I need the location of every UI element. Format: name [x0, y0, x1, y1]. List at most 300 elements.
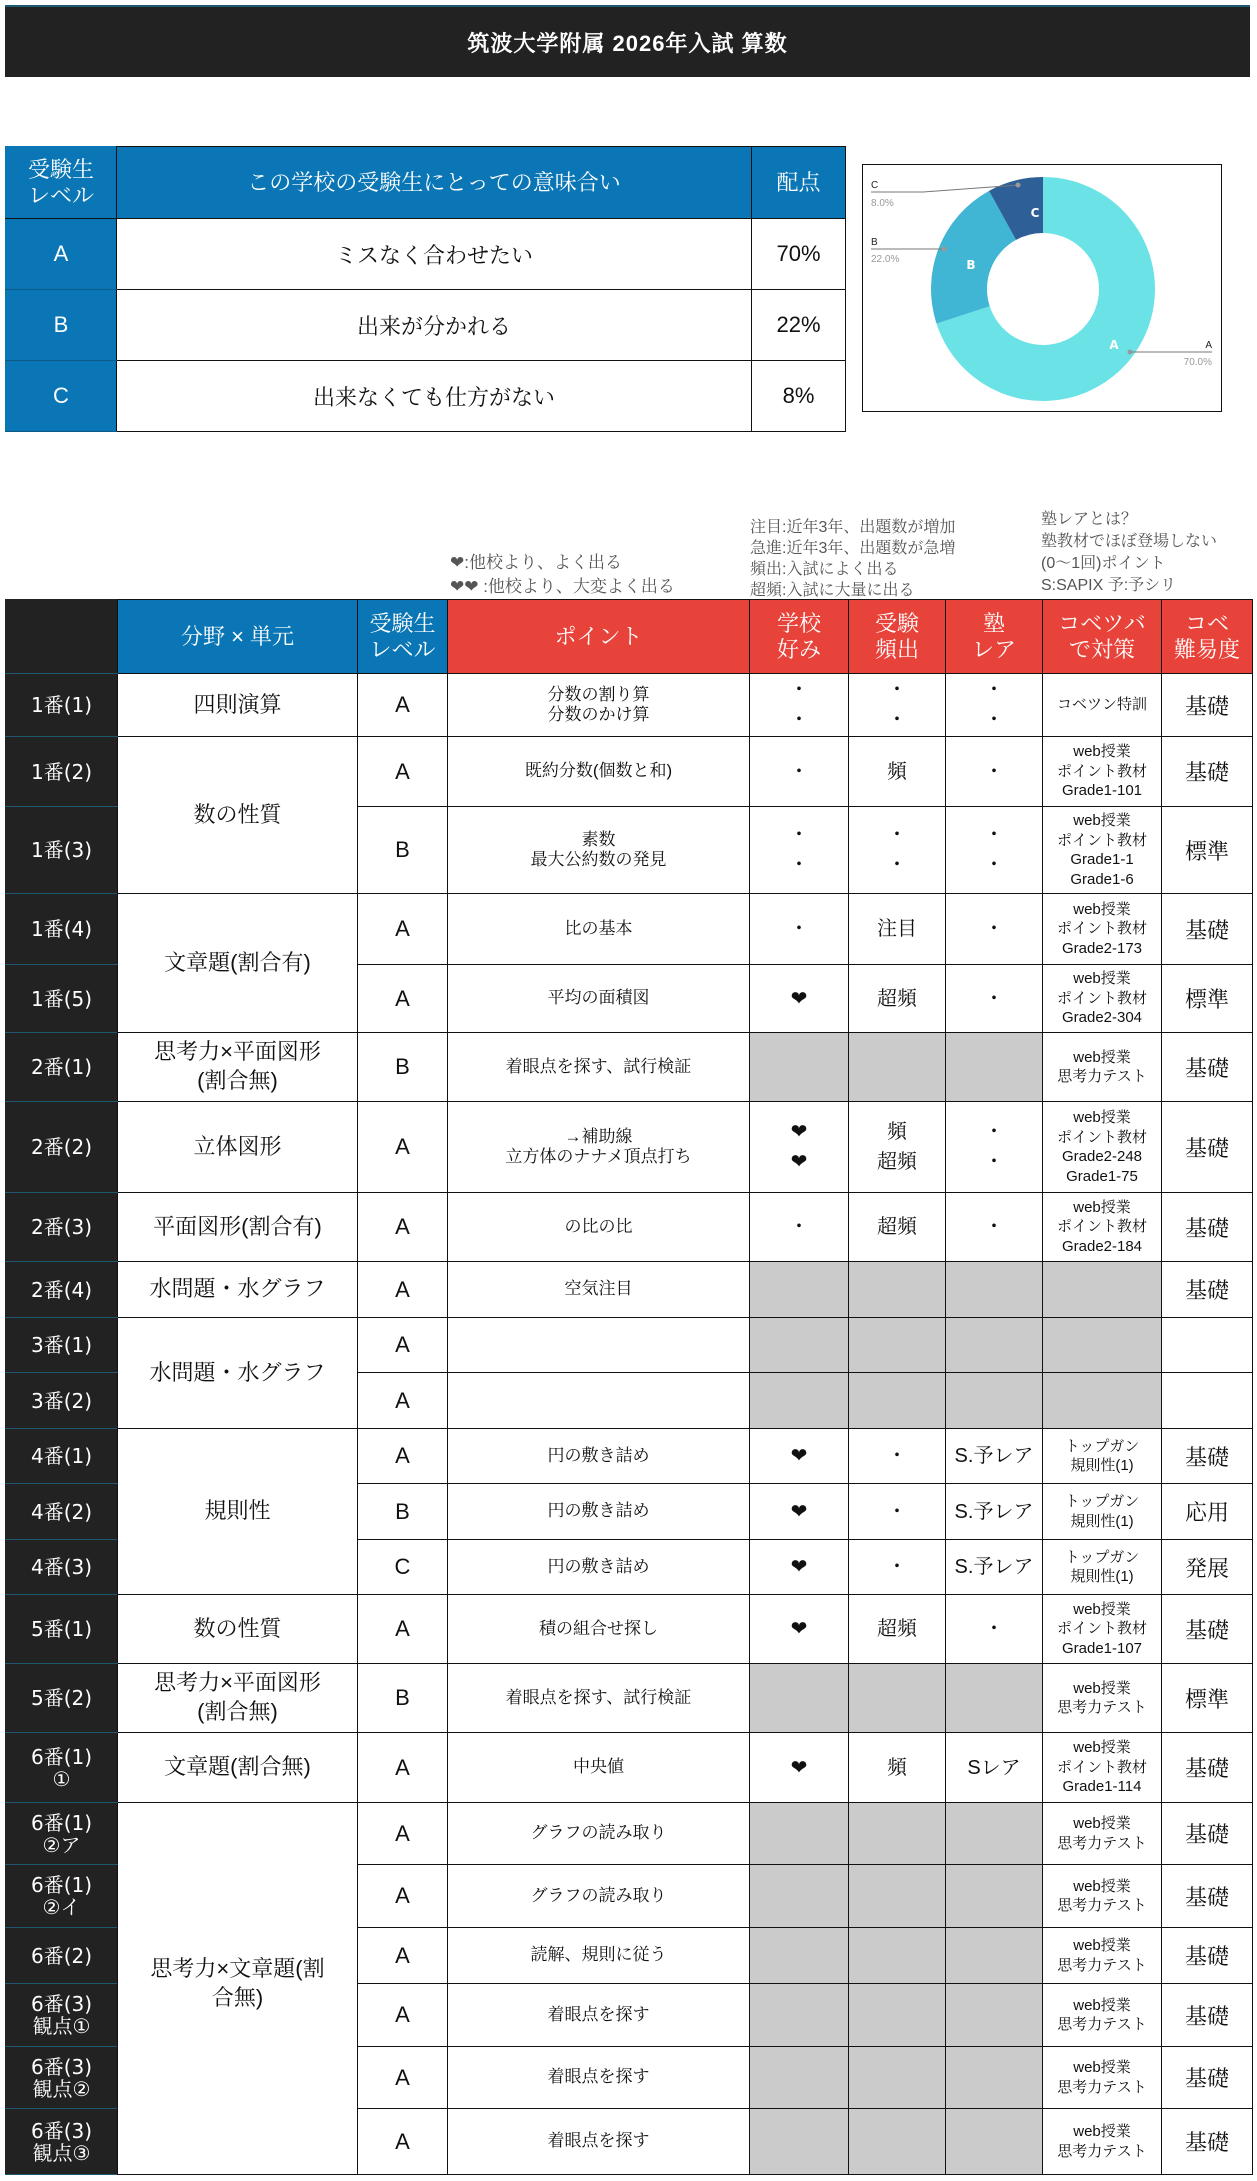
school-preference [750, 1318, 849, 1373]
point-text [448, 1595, 750, 1664]
frequency-legend [750, 517, 955, 601]
question-number: 4番(2) [6, 1484, 118, 1540]
cobetsuba-material-line: Grade1-75 [1066, 1167, 1138, 1185]
school-preference [750, 737, 849, 807]
school-preference [750, 1803, 849, 1865]
callout-a-name: A [1205, 340, 1212, 351]
cram-rare [946, 2047, 1043, 2109]
difficulty: 基礎 [1162, 1193, 1253, 1262]
student-level: A [358, 1595, 448, 1664]
exam-frequency-header: 受験 頻出 [849, 600, 946, 674]
cram-rare-line: ・ [984, 1216, 1004, 1238]
point-text-line: 円の敷き詰め [547, 1556, 650, 1576]
cobetsuba-material-line: ポイント教材 [1056, 1218, 1147, 1236]
exam-frequency [849, 1262, 946, 1318]
table-row [6, 1262, 1253, 1318]
cram-rare [946, 1373, 1043, 1429]
cobetsuba-material-line: Grade1-107 [1061, 1639, 1143, 1657]
level-row-c [6, 361, 846, 432]
exam-frequency-line: ・ [887, 679, 907, 701]
student-level: A [358, 1928, 448, 1984]
student-level: B [358, 807, 448, 894]
legend-rare-4: S:SAPIX 予:予シリ [1041, 577, 1177, 594]
difficulty-header: コベ 難易度 [1162, 600, 1253, 674]
student-level: A [358, 965, 448, 1033]
point-text [448, 1484, 750, 1540]
score-header: 配点 [752, 147, 846, 219]
point-text-line: 平均の面積図 [547, 988, 650, 1008]
table-row [6, 894, 1253, 965]
level-header: 受験生 レベル [358, 600, 448, 674]
cobetsuba-material-line: web授業 [1073, 1679, 1131, 1697]
point-text-line: 円の敷き詰め [547, 1445, 650, 1465]
cobetsuba-material-line: ポイント教材 [1056, 762, 1147, 780]
table-row [6, 1033, 1253, 1102]
field-unit: 数の性質 [118, 737, 358, 894]
school-preference [750, 1664, 849, 1733]
cobetsuba-material [1043, 1033, 1162, 1102]
cobetsuba-material-line: トップガン [1064, 1548, 1140, 1566]
difficulty: 標準 [1162, 1664, 1253, 1733]
cobetsuba-material [1043, 1803, 1162, 1865]
difficulty: 基礎 [1162, 1865, 1253, 1928]
point-text [448, 1102, 750, 1193]
cobetsuba-material-line: Grade1-114 [1062, 1778, 1142, 1796]
point-text [448, 1193, 750, 1262]
school-preference [750, 1484, 849, 1540]
field-unit: 水問題・水グラフ [118, 1262, 358, 1318]
point-text-line: 既約分数(個数と和) [524, 761, 673, 781]
level-header [6, 147, 117, 219]
cram-rare [946, 1318, 1043, 1373]
cram-rare [946, 1984, 1043, 2047]
student-level: A [358, 2109, 448, 2175]
difficulty: 応用 [1162, 1484, 1253, 1540]
exam-frequency [849, 894, 946, 965]
cobetsuba-material-line: web授業 [1073, 1739, 1131, 1757]
exam-frequency [849, 1102, 946, 1193]
cobetsuba-material [1043, 1865, 1162, 1928]
point-text-line: グラフの読み取り [530, 1823, 667, 1843]
cobetsuba-material-line: Grade1-1 [1070, 851, 1134, 868]
legend-rare-3: (0〜1回)ポイント [1041, 555, 1166, 572]
cram-rare-line: ・ [984, 679, 1004, 701]
school-preference-line: ・ [789, 709, 809, 731]
point-text-line: 比の基本 [564, 918, 633, 938]
legend-rare-1: 塾レアとは？ [1041, 511, 1138, 528]
question-number: 1番(3) [6, 807, 118, 894]
exam-frequency [849, 965, 946, 1033]
cobetsuba-material-line: web授業 [1073, 900, 1131, 918]
field-unit: 水問題・水グラフ [118, 1318, 358, 1429]
cobetsuba-material [1043, 1193, 1162, 1262]
point-text-line: 読解、規則に従う [530, 1945, 667, 1965]
student-level: A [358, 1984, 448, 2047]
cobetsuba-material-line: web授業 [1073, 1877, 1131, 1895]
cobetsuba-material-line: web授業 [1073, 1996, 1131, 2014]
cobetsuba-material [1043, 1664, 1162, 1733]
difficulty: 基礎 [1162, 1595, 1253, 1664]
question-number: 1番(2) [6, 737, 118, 807]
exam-frequency-line: 超頻 [877, 1151, 917, 1173]
exam-frequency-line: 頻 [887, 1121, 907, 1143]
cobetsuba-material [1043, 894, 1162, 965]
difficulty: 基礎 [1162, 1262, 1253, 1318]
school-preference-line: ❤ [790, 1445, 808, 1467]
exam-frequency [849, 1540, 946, 1595]
exam-frequency [849, 807, 946, 894]
exam-frequency-line: ・ [887, 824, 907, 846]
school-preference-header: 学校 好み [750, 600, 849, 674]
difficulty: 基礎 [1162, 1928, 1253, 1984]
school-preference [750, 965, 849, 1033]
school-preference [750, 807, 849, 894]
school-preference [750, 1928, 849, 1984]
callout-b-pct: 22.0% [871, 254, 900, 265]
school-preference-line: ❤ [790, 1618, 808, 1640]
legend-heart-1: ❤:他校より、よく出る [450, 553, 622, 572]
cobetsuba-material [1043, 807, 1162, 894]
school-preference [750, 1429, 849, 1484]
exam-frequency-line: ・ [887, 854, 907, 876]
cobetsuba-material-line: 思考力テスト [1057, 1699, 1147, 1716]
difficulty [1162, 1318, 1253, 1373]
cobetsuba-material-line: ポイント教材 [1056, 1128, 1147, 1146]
question-number: 2番(4) [6, 1262, 118, 1318]
meaning-header: この学校の受験生にとっての意味合い [117, 147, 752, 219]
level-row-a [6, 219, 846, 290]
point-text-line: 着眼点を探す [547, 2067, 650, 2087]
cobetsuba-material-line: web授業 [1073, 2059, 1131, 2076]
cram-rare [946, 807, 1043, 894]
score-cell: 22% [752, 290, 846, 361]
callout-b-name: B [871, 237, 878, 248]
exam-frequency [849, 1595, 946, 1664]
question-number: 6番(1) ① [6, 1733, 118, 1803]
exam-frequency-line: ・ [887, 1445, 907, 1467]
point-text-line: 素数 [581, 829, 616, 849]
exam-frequency [849, 1373, 946, 1429]
callout-a-pct: 70.0% [1183, 357, 1212, 368]
table-row [6, 1429, 1253, 1484]
cram-rare [946, 1429, 1043, 1484]
cobetsuba-material [1043, 2047, 1162, 2109]
point-text-line: 立方体のナナメ頂点打ち [505, 1147, 692, 1166]
student-level: B [358, 1484, 448, 1540]
cobetsuba-material-line: ポイント教材 [1056, 831, 1147, 849]
school-preference [750, 1984, 849, 2047]
difficulty: 基礎 [1162, 737, 1253, 807]
exam-frequency-line: ・ [887, 1556, 907, 1578]
cram-rare [946, 1193, 1043, 1262]
point-text [448, 807, 750, 894]
cobetsuba-material-line: ポイント教材 [1056, 1620, 1147, 1638]
difficulty: 基礎 [1162, 1733, 1253, 1803]
cram-rare-line: ・ [984, 918, 1004, 940]
cram-rare [946, 1733, 1043, 1803]
point-text-line: 積の組合せ探し [539, 1618, 658, 1638]
rare-legend [1041, 509, 1217, 597]
difficulty [1162, 1373, 1253, 1429]
cram-rare [946, 1664, 1043, 1733]
cram-rare-line: Sレア [967, 1756, 1021, 1779]
cobetsuba-material-line: 思考力テスト [1057, 1834, 1147, 1852]
cobetsuba-material-line: 思考力テスト [1057, 2142, 1147, 2160]
cobetsuba-material-line: web授業 [1073, 2123, 1131, 2140]
school-preference [750, 1102, 849, 1193]
level-cell: B [6, 290, 117, 361]
slice-a-label: A [1109, 338, 1119, 352]
level-cell: A [6, 219, 117, 290]
field-unit: 規則性 [118, 1429, 358, 1595]
cobetsuba-material [1043, 1262, 1162, 1318]
cobetsuba-material-line: 規則性(1) [1070, 1568, 1134, 1585]
table-row [6, 1803, 1253, 1865]
point-text-line: の比の比 [564, 1216, 633, 1236]
exam-frequency [849, 1429, 946, 1484]
school-preference [750, 1733, 849, 1803]
school-preference-line: ❤ [790, 1121, 808, 1143]
school-preference [750, 1262, 849, 1318]
school-preference [750, 1540, 849, 1595]
question-number: 5番(2) [6, 1664, 118, 1733]
difficulty: 基礎 [1162, 674, 1253, 737]
cobetsuba-material-line: web授業 [1073, 743, 1131, 761]
point-text-line: 着眼点を探す [547, 2131, 650, 2151]
cram-rare-line: ・ [984, 760, 1004, 783]
cobetsuba-material [1043, 965, 1162, 1033]
cram-rare-line: ・ [984, 854, 1004, 876]
cobetsuba-material [1043, 1733, 1162, 1803]
point-text [448, 1733, 750, 1803]
cobetsuba-material-line: ポイント教材 [1056, 989, 1147, 1007]
score-cell: 8% [752, 361, 846, 432]
point-text-line: 円の敷き詰め [547, 1501, 650, 1521]
student-level: A [358, 737, 448, 807]
point-text-line: 着眼点を探す [547, 2004, 650, 2024]
cram-rare [946, 737, 1043, 807]
cram-rare [946, 1033, 1043, 1102]
legend-freq-2: 急進:近年3年、出題数が急増 [750, 540, 956, 557]
point-text-line: グラフの読み取り [530, 1885, 667, 1905]
table-row [6, 674, 1253, 737]
school-preference-line: ・ [789, 824, 809, 846]
page-title: 筑波大学附属 2026年入試 算数 [5, 5, 1250, 77]
cobetsuba-material-line: web授業 [1073, 1937, 1131, 1954]
hearts-legend [450, 551, 675, 599]
point-text [448, 1984, 750, 2047]
level-table [5, 146, 846, 432]
field-unit: 思考力×平面図形 (割合無) [118, 1033, 358, 1102]
field-unit: 思考力×平面図形 (割合無) [118, 1664, 358, 1733]
student-level: A [358, 1102, 448, 1193]
cobetsuba-material [1043, 1984, 1162, 2047]
difficulty: 基礎 [1162, 1102, 1253, 1193]
student-level: B [358, 1033, 448, 1102]
cobetsuba-material [1043, 674, 1162, 737]
score-donut-chart [862, 164, 1222, 412]
cobetsuba-material-line: web授業 [1073, 1109, 1131, 1126]
student-level: A [358, 894, 448, 965]
student-level: A [358, 1733, 448, 1803]
exam-frequency [849, 737, 946, 807]
cram-rare-line: S.予レア [954, 1445, 1034, 1467]
cobetsuba-material-line: Grade2-248 [1061, 1148, 1143, 1165]
point-text-line: 着眼点を探す、試行検証 [505, 1056, 692, 1076]
cram-rare [946, 2109, 1043, 2175]
level-row-b [6, 290, 846, 361]
point-text [448, 1865, 750, 1928]
point-text [448, 1033, 750, 1102]
school-preference [750, 1373, 849, 1429]
exam-frequency-line: 超頻 [877, 987, 917, 1010]
cobetsuba-material-line: web授業 [1073, 1815, 1131, 1832]
exam-frequency-line: 超頻 [877, 1618, 917, 1640]
school-preference [750, 2047, 849, 2109]
exam-frequency [849, 1664, 946, 1733]
cobetsuba-material-line: ポイント教材 [1056, 1758, 1147, 1776]
question-number: 6番(1) ②ア [6, 1803, 118, 1865]
point-text [448, 965, 750, 1033]
difficulty: 標準 [1162, 807, 1253, 894]
cram-rare-line: ・ [984, 987, 1004, 1010]
cram-rare [946, 1865, 1043, 1928]
school-preference [750, 1033, 849, 1102]
cobetsuba-material-line: Grade2-304 [1061, 1009, 1143, 1027]
point-text-line: →補助線 [564, 1126, 633, 1146]
student-level: A [358, 1865, 448, 1928]
student-level: A [358, 1262, 448, 1318]
cobetsuba-material [1043, 2109, 1162, 2175]
cram-rare [946, 965, 1043, 1033]
school-preference-line: ❤ [790, 1151, 808, 1173]
table-row [6, 1318, 1253, 1373]
meaning-cell: 出来が分かれる [117, 290, 752, 361]
school-preference-line: ・ [789, 1216, 809, 1238]
exam-frequency-line: 超頻 [877, 1216, 917, 1238]
cobetsuba-material [1043, 737, 1162, 807]
question-number: 4番(3) [6, 1540, 118, 1595]
point-text [448, 1928, 750, 1984]
exam-frequency-line: 頻 [887, 760, 907, 783]
student-level: A [358, 1373, 448, 1429]
cobetsuba-material-line: 規則性(1) [1070, 1457, 1134, 1474]
table-row [6, 1733, 1253, 1803]
exam-frequency [849, 1484, 946, 1540]
difficulty: 基礎 [1162, 2109, 1253, 2175]
cobetsuba-material-line: web授業 [1073, 1198, 1131, 1216]
table-row [6, 1664, 1253, 1733]
point-text-line: 着眼点を探す、試行検証 [505, 1687, 692, 1707]
difficulty: 基礎 [1162, 894, 1253, 965]
cram-rare [946, 1262, 1043, 1318]
question-number: 1番(4) [6, 894, 118, 965]
student-level: A [358, 1803, 448, 1865]
cram-rare-line: S.予レア [954, 1556, 1034, 1578]
cobetsuba-material-line: Grade2-173 [1061, 939, 1143, 957]
point-text [448, 1664, 750, 1733]
difficulty: 基礎 [1162, 1984, 1253, 2047]
cram-rare [946, 1484, 1043, 1540]
cobetsuba-material [1043, 1484, 1162, 1540]
question-rows [6, 674, 1253, 2175]
exam-frequency-line: 注目 [877, 918, 917, 940]
student-level: C [358, 1540, 448, 1595]
field-unit: 平面図形(割合有) [118, 1193, 358, 1262]
cram-rare-line: ・ [984, 709, 1004, 731]
cobetsuba-material-line: 思考力テスト [1057, 1068, 1147, 1085]
difficulty: 基礎 [1162, 1803, 1253, 1865]
student-level: B [358, 1664, 448, 1733]
point-text-line: 分数のかけ算 [547, 705, 650, 724]
school-preference-line: ・ [789, 760, 809, 783]
school-preference [750, 2109, 849, 2175]
school-preference [750, 1193, 849, 1262]
cobetsuba-material-line: 思考力テスト [1057, 1897, 1147, 1914]
cram-rare [946, 894, 1043, 965]
cobetsuba-material-line: web授業 [1073, 1048, 1131, 1066]
point-text-line: 分数の割り算 [547, 684, 650, 704]
cram-rare-header: 塾 レア [946, 600, 1043, 674]
field-unit: 立体図形 [118, 1102, 358, 1193]
cobetsuba-material [1043, 1540, 1162, 1595]
question-number: 6番(3) 観点③ [6, 2109, 118, 2175]
cobetsuba-material-line: web授業 [1073, 812, 1131, 829]
legend-freq-4: 超頻:入試に大量に出る [750, 582, 915, 599]
point-text [448, 2047, 750, 2109]
field-header: 分野 × 単元 [118, 600, 358, 674]
cobetsuba-material-line: 思考力テスト [1057, 2078, 1147, 2096]
cobetsuba-material [1043, 1318, 1162, 1373]
school-preference-line: ❤ [790, 1556, 808, 1578]
question-number: 3番(2) [6, 1373, 118, 1429]
meaning-cell: ミスなく合わせたい [117, 219, 752, 290]
point-text [448, 1803, 750, 1865]
exam-frequency [849, 1865, 946, 1928]
question-number: 1番(5) [6, 965, 118, 1033]
difficulty: 基礎 [1162, 2047, 1253, 2109]
school-preference [750, 674, 849, 737]
cobetsuba-material-line: web授業 [1073, 1600, 1131, 1618]
donut-slices [931, 177, 1155, 401]
question-number: 5番(1) [6, 1595, 118, 1664]
legend-freq-3: 頻出:入試によく出る [750, 561, 899, 578]
cram-rare-line: ・ [984, 1121, 1004, 1143]
cram-rare-line: ・ [984, 824, 1004, 846]
cram-rare [946, 674, 1043, 737]
school-preference-line: ❤ [790, 987, 808, 1010]
cobetsuba-material [1043, 1102, 1162, 1193]
score-cell: 70% [752, 219, 846, 290]
difficulty: 標準 [1162, 965, 1253, 1033]
school-preference [750, 1865, 849, 1928]
point-text [448, 1318, 750, 1373]
cram-rare-line: ・ [984, 1618, 1004, 1640]
exam-frequency [849, 2109, 946, 2175]
point-text [448, 1373, 750, 1429]
student-level: A [358, 2047, 448, 2109]
question-number: 2番(3) [6, 1193, 118, 1262]
exam-frequency [849, 1733, 946, 1803]
exam-frequency [849, 674, 946, 737]
difficulty: 基礎 [1162, 1033, 1253, 1102]
cobetsuba-material-line: ポイント教材 [1056, 920, 1147, 938]
slice-b-label: B [966, 258, 976, 272]
question-number: 6番(3) 観点① [6, 1984, 118, 2047]
cobetsuba-material [1043, 1595, 1162, 1664]
cobetsuba-material [1043, 1928, 1162, 1984]
point-text [448, 1262, 750, 1318]
